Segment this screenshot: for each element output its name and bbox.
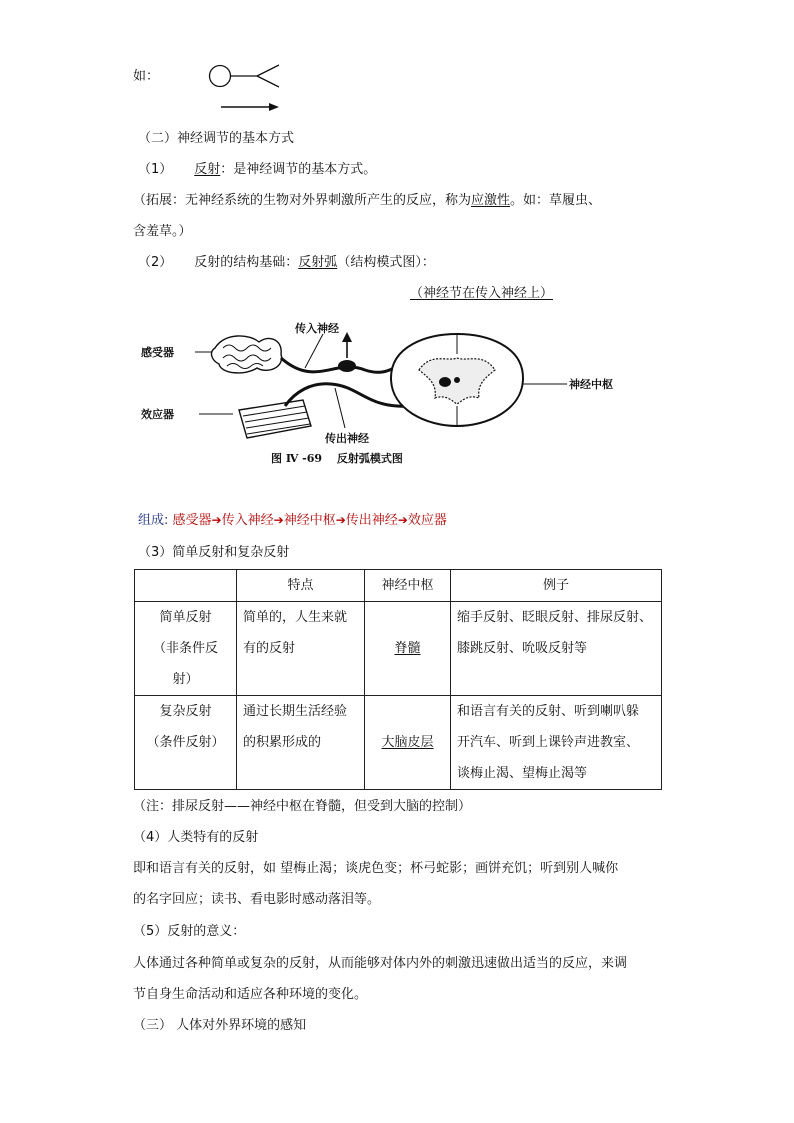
ganglion-icon (338, 360, 356, 372)
intro-label: 如： (133, 69, 160, 84)
table-cell-type: 简单反射 （非条件反 射） (135, 602, 237, 696)
table-cell-feature: 通过长期生活经验 的积累形成的 (237, 696, 365, 790)
flow-item: 神经中枢 (283, 513, 336, 528)
section-4-line-1: 即和语言有关的反射，如 望梅止渴；谈虎色变；杯弓蛇影；画饼充饥；听到别人喊你 (133, 861, 619, 876)
table-row (135, 696, 662, 790)
table-cell-examples: 缩手反射、眨眼反射、排尿反射、 膝跳反射、吮吸反射等 (451, 602, 662, 696)
point-1 (138, 163, 376, 176)
section-6-title: （三） 人体对外界环境的感知 (133, 1018, 307, 1033)
table-cell-examples: 和语言有关的反射、听到喇叭躲 开汽车、听到上课铃声进教室、 谈梅止渴、望梅止渴等 (451, 696, 662, 790)
label-efferent: 传出神经 (325, 432, 369, 445)
section-5-line-2: 节自身生命活动和适应各种环境的变化。 (133, 987, 368, 1002)
receptor-tissue-icon (212, 336, 282, 373)
reflex-comparison-table (134, 569, 662, 790)
section-5-line-1: 人体通过各种简单或复杂的反射，从而能够对体内外的刺激迅速做出适当的反应，来调 (133, 956, 628, 971)
label-center: 神经中枢 (569, 378, 613, 391)
label-effector: 效应器 (141, 408, 174, 421)
effector-muscle-icon (239, 400, 311, 438)
extension-line-2: 含羞草。） (133, 224, 192, 239)
term-reflex-arc: 反射弧 (298, 255, 338, 270)
point-2-text-2: （结构模式图）： (337, 255, 435, 270)
table-header: 特点 (237, 570, 365, 602)
flow-item: 传出神经 (345, 513, 398, 528)
table-header: 例子 (451, 570, 662, 602)
table-cell-type: 复杂反射 （条件反射） (135, 696, 237, 790)
label-afferent: 传入神经 (295, 322, 339, 335)
flow-item: 传入神经 (221, 513, 274, 528)
point-2-num: （2） (138, 255, 173, 270)
spinal-cord-icon (391, 334, 523, 426)
flow-item: 感受器 (172, 513, 212, 528)
term-reflex: 反射 (194, 162, 221, 177)
point-2 (138, 256, 435, 269)
extension-line-1 (133, 194, 601, 207)
extension-text: （拓展：无神经系统的生物对外界刺激所产生的反应，称为 (133, 193, 472, 208)
label-receptor: 感受器 (141, 346, 174, 359)
table-header-row (135, 570, 662, 602)
section-2-title: （二）神经调节的基本方式 (138, 131, 295, 146)
note-urination: （注：排尿反射——神经中枢在脊髓，但受到大脑的控制） (133, 799, 472, 814)
point-1-num: （1） (138, 162, 173, 177)
flow-item: 效应器 (407, 513, 447, 528)
table-cell-center: 脊髓 (365, 602, 451, 696)
section-4-line-2: 的名字回应；读书、看电影时感动落泪等。 (133, 892, 381, 907)
point-1-text: ：是神经调节的基本方式。 (220, 162, 377, 177)
table-cell-feature: 简单的，人生来就 有的反射 (237, 602, 365, 696)
section-3-title: （3）简单反射和复杂反射 (138, 545, 290, 560)
section-5-title: （5）反射的意义： (133, 924, 246, 939)
reflex-arc-diagram (135, 318, 613, 468)
table-header: 神经中枢 (365, 570, 451, 602)
extension-text-2: 。如：草履虫、 (510, 193, 602, 208)
term-irritability: 应激性 (471, 193, 511, 208)
table-header (135, 570, 237, 602)
point-2-text: 反射的结构基础： (194, 255, 299, 270)
table-cell-center: 大脑皮层 (365, 696, 451, 790)
composition-flow: 组成: 感受器➔传入神经➔神经中枢➔传出神经➔效应器 (138, 513, 447, 528)
section-4-title: （4）人类特有的反射 (133, 830, 259, 845)
ganglion-note: （神经节在传入神经上） (410, 286, 554, 301)
table-row (135, 602, 662, 696)
flow-lead: 组成: (138, 513, 169, 528)
figure-caption: 图 Ⅳ -69 反射弧模式图 (271, 452, 403, 465)
neuron-sketch-icon (205, 62, 285, 114)
